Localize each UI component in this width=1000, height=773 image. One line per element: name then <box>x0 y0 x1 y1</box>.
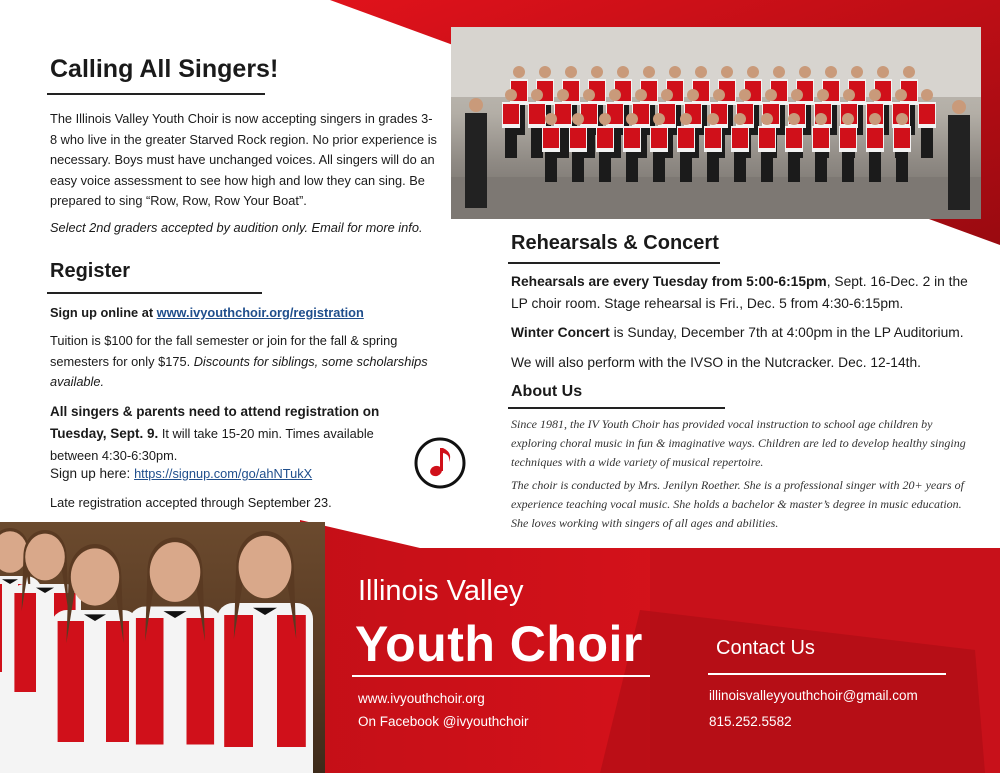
rehearsals-line1-rest: , Sept. 16-Dec. 2 in the LP choir room. Stage rehearsal is Fri., Dec. 5 from 4:30-6:15pm. <box>511 274 968 311</box>
contact-heading: Contact Us <box>716 637 815 659</box>
title-underline <box>47 93 265 95</box>
tuition-note: Discounts for siblings, some scholarships available. <box>50 353 428 389</box>
facebook-link[interactable]: On Facebook @ivyouthchoir <box>358 714 529 729</box>
about-underline <box>508 407 725 409</box>
rehearsals-line1 <box>511 271 971 315</box>
signup-lead: Sign up online at <box>50 305 157 320</box>
rehearsals-line3: We will also perform with the IVSO in the Nutcracker. Dec. 12-14th. <box>511 355 921 370</box>
attend-bold: All singers & parents need to attend registration on Tuesday, Sept. 9. <box>50 404 380 441</box>
page-title: Calling All Singers! <box>50 55 279 83</box>
rehearsals-heading: Rehearsals & Concert <box>511 232 719 254</box>
rehearsals-line1-bold: Rehearsals are every Tuesday from 5:00-6:15pm <box>511 274 827 289</box>
signup-link[interactable]: https://signup.com/go/ahNTukX <box>134 466 313 481</box>
register-underline <box>47 292 262 294</box>
tuition-paragraph <box>50 331 435 393</box>
org-underline <box>352 675 650 677</box>
choir-group-photo <box>451 27 981 219</box>
late-registration: Late registration accepted through September 23. <box>50 495 332 510</box>
intro-note: Select 2nd graders accepted by audition only. Email for more info. <box>50 220 423 235</box>
music-note-icon <box>413 436 467 490</box>
website-link[interactable]: www.ivyouthchoir.org <box>358 691 485 706</box>
email-link[interactable]: illinoisvalleyyouthchoir@gmail.com <box>709 688 918 703</box>
signup-here-line <box>50 466 312 481</box>
attend-paragraph <box>50 401 390 467</box>
org-name-line1: Illinois Valley <box>358 575 524 607</box>
rehearsals-line2-bold: Winter Concert <box>511 325 610 340</box>
contact-underline <box>708 673 946 675</box>
about-heading: About Us <box>511 383 583 400</box>
org-name-line2: Youth Choir <box>355 616 643 672</box>
tuition-text: Tuition is $100 for the fall semester or join for the fall & spring semesters for only $175. <box>50 333 398 369</box>
phone-number: 815.252.5582 <box>709 714 792 729</box>
register-signup-line <box>50 303 440 324</box>
singers-closeup-photo <box>0 522 325 773</box>
signup-here-label: Sign up here: <box>50 466 135 481</box>
about-paragraph-1: Since 1981, the IV Youth Choir has provided vocal instruction to school age children by exploring choral music in fun & imaginative ways. Children are led to develop healthy singing techniques with a wide variety of musical repertoire. <box>511 417 966 469</box>
about-paragraph-2: The choir is conducted by Mrs. Jenilyn Roether. She is a professional singer with 20+ years of experience teaching vocal music. She holds a bachelor & master’s degree in music education. She loves working with singers of all ages and abilities. <box>511 478 964 530</box>
rehearsals-line2 <box>511 322 981 344</box>
intro-paragraph: The Illinois Valley Youth Choir is now accepting singers in grades 3-8 who live in the greater Starved Rock region. No prior experience is necessary. Boys must have unchanged voices. All singers will do an easy voice assessment to see how high and low they can sing. Be prepared to sing “Row, Row, Row Your Boat”. <box>50 111 437 208</box>
rehearsals-underline <box>508 262 720 264</box>
attend-rest: It will take 15-20 min. Times available between 4:30-6:30pm. <box>50 426 374 463</box>
register-heading: Register <box>50 260 131 282</box>
rehearsals-line2-rest: is Sunday, December 7th at 4:00pm in the LP Auditorium. <box>609 325 964 340</box>
registration-link[interactable]: www.ivyouthchoir.org/registration <box>156 305 364 320</box>
